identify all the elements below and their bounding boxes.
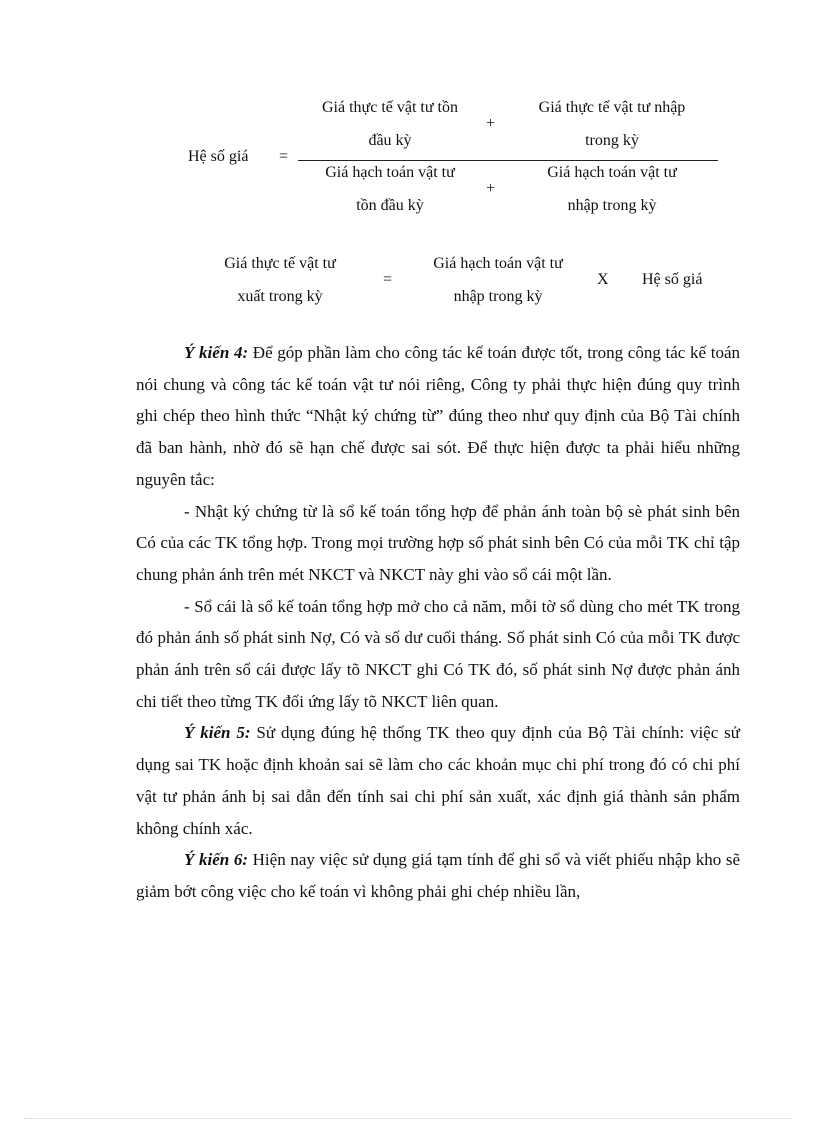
principle-2-paragraph: - Sổ cái là sổ kế toán tổng hợp mở cho cả năm, mỗi tờ sổ dùng cho mét TK trong đó phản ánh số phát sinh Nợ, Có và số dư cuối tháng. Số phát sinh Có của mỗi TK được phản ánh trên sổ cái được lấy tõ NKCT ghi Có TK đó, số phát sinh Nợ được phản ánh chi tiết theo từng TK đối ứng lấy tõ NKCT liên quan. — [136, 596, 740, 711]
body-text — [136, 337, 740, 908]
formula1-equals: = — [279, 148, 289, 165]
opinion-6-paragraph — [136, 844, 740, 907]
opinion-5-label: Ý kiến 5: — [184, 723, 251, 743]
opinion-6-text: Hiện nay việc sử dụng giá tạm tính để ghi sổ và viết phiếu nhập kho sẽ giảm bớt công việc cho kế toán vì không phải ghi chép nhiều lần, — [136, 850, 740, 901]
fraction-bar — [298, 160, 718, 161]
formula2-lhs-line2: xuất trong kỳ — [237, 288, 323, 305]
formula1-den-a-line2: tồn đầu kỳ — [356, 197, 424, 214]
opinion-4-label: Ý kiến 4: — [184, 343, 249, 362]
formula1-num-plus: + — [486, 115, 496, 132]
formula1-num-b-line1: Giá thực tế vật tư nhập — [538, 99, 686, 116]
formula1-den-b-line1: Giá hạch toán vật tư — [547, 164, 677, 181]
opinion-6-label: Ý kiến 6: — [184, 850, 249, 870]
formula1-lhs: Hệ số giá — [188, 148, 249, 165]
formula2-mid-line2: nhập trong kỳ — [453, 288, 543, 305]
formula2-mid-line1: Giá hạch toán vật tư — [433, 255, 563, 272]
formula2-rhs: Hệ số giá — [642, 271, 703, 288]
formula1-num-a-line2: đầu kỳ — [368, 132, 412, 149]
opinion-5-text: Sử dụng đúng hệ thống TK theo quy định của Bộ Tài chính: việc sử dụng sai TK hoặc định khoản sai sẽ làm cho các khoản mục chi phí trong đó có chi phí vật tư phản ánh bị sai dẫn đến tính sai chi phí sản xuất, xác định giá thành sản phẩm không chính xác. — [136, 723, 740, 838]
formula2-lhs-line1: Giá thực tế vật tư — [224, 255, 336, 272]
principle-1-paragraph: - Nhật ký chứng từ là sổ kế toán tổng hợp để phản ánh toàn bộ sè phát sinh bên Có của các TK tổng hợp. Trong mọi trường hợp số phát sinh bên Có của mỗi TK chỉ tập chung phản ánh trên mét NKCT và NKCT này ghi vào sổ cái một lần. — [136, 501, 740, 584]
formula2-equals: = — [383, 271, 393, 288]
formula2-times: X — [597, 271, 609, 288]
opinion-5-paragraph — [136, 717, 740, 844]
opinion-4-text: Để góp phần làm cho công tác kế toán được tốt, trong công tác kế toán nói chung và công tác kế toán vật tư nói riêng, Công ty phải thực hiện đúng quy trình ghi chép theo hình thức “Nhật ký chứng từ” đúng theo như quy định của Bộ Tài chính đã ban hành, nhờ đó sẽ hạn chế được sai sót. Để thực hiện được ta phải hiểu những nguyên tắc: — [136, 343, 740, 489]
page-bottom-border — [24, 1118, 792, 1119]
formula1-den-a-line1: Giá hạch toán vật tư — [325, 164, 455, 181]
formula1-den-plus: + — [486, 180, 496, 197]
formula1-den-b-line2: nhập trong kỳ — [567, 197, 657, 214]
opinion-4-paragraph — [136, 337, 740, 496]
formula1-num-b-line2: trong kỳ — [585, 132, 639, 149]
formula1-num-a-line1: Giá thực tế vật tư tồn — [322, 99, 458, 116]
